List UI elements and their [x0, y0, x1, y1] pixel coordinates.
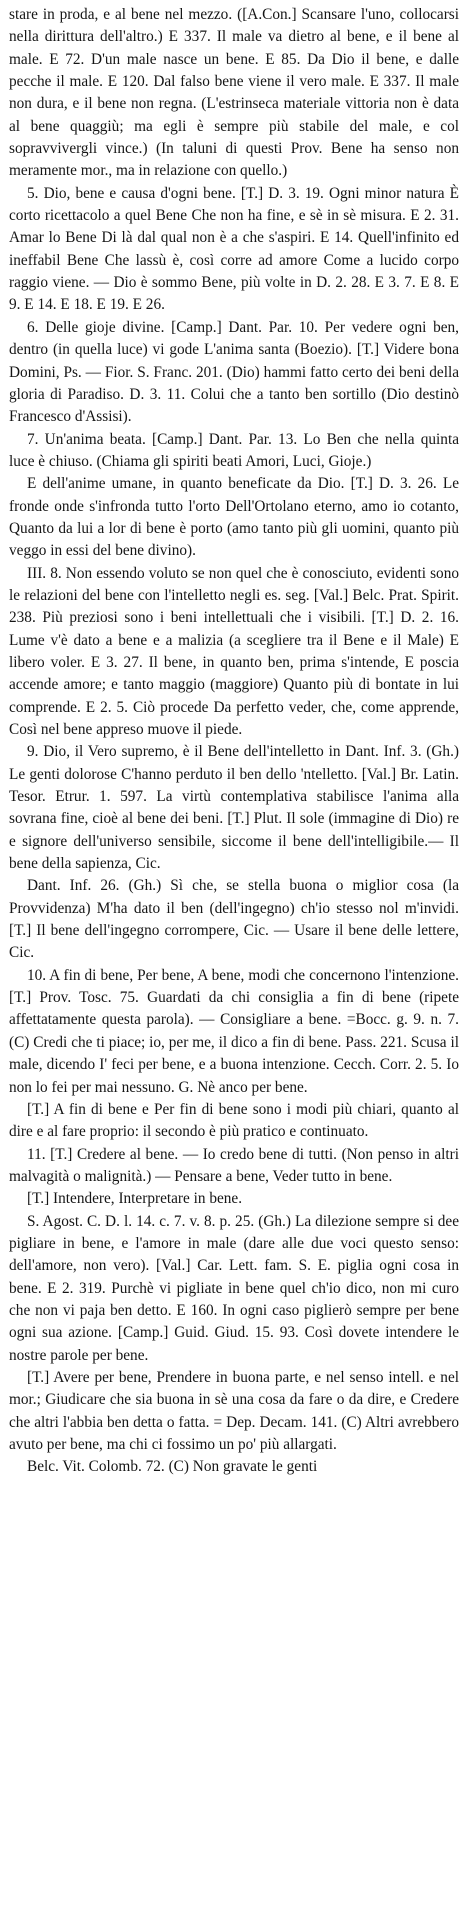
entry-paragraph-sense-7: 7. Un'anima beata. [Camp.] Dant. Par. 13. Lo Ben che nella quinta luce è chiuso. (Chiama gli spiriti beati Amori, Luci, Gioje.)	[9, 430, 459, 470]
entry-paragraph-sense-11-c: [T.] Avere per bene, Prendere in buona parte, e nel senso intell. e nel mor.; Giudicare che sia buona in sè una cosa da fare o da dire, e Credere che altri l'abbia ben detta o fatta. = Dep. Decam. 141. (C) Altri avrebbero avuto per bene, ma chi ci fossimo un po' più allargati.	[9, 1368, 459, 1453]
entry-paragraph-sense-5: 5. Dio, bene e causa d'ogni bene. [T.] D. 3. 19. Ogni minor natura È corto ricettacolo a quel Bene Che non ha fine, e sè in sè misura. E 2. 31. Amar lo Bene Di là dal qual non è a che s'aspiri. E 14. Quell'infinito ed ineffabil Bene Che lassù è, così corre ad amore Come a lucido corpo raggio viene. — Dio è sommo Bene, più volte in D. 2. 28. E 3. 7. E 8. E 9. E 14. E 18. E 19. E 26.	[9, 184, 459, 314]
entry-paragraph-sense-10: 10. A fin di bene, Per bene, A bene, modi che concernono l'intenzione. [T.] Prov. Tosc. 75. Guardati da chi consiglia a fin di bene (ripete affettatamente questa parola). — Consigliare a bene. =Bocc. g. 9. n. 7. (C) Credi che ti piace; io, per me, il dico a fin di bene. Pass. 221. Scusa il male, dicendo I' feci per bene, e a buona intenzione. Cecch. Corr. 2. 5. Io non lo fei per mai nessuno. G. Nè anco per bene.	[9, 966, 459, 1096]
entry-paragraph-sense-11-a: [T.] Intendere, Interpretare in bene.	[27, 1190, 243, 1208]
entry-paragraph-sense-9-cont: Dant. Inf. 26. (Gh.) Sì che, se stella buona o miglior cosa (la Provvidenza) M'ha dato il ben (dell'ingegno) ch'io stesso nol m'invidi. [T.] Il bene dell'ingegno corrompere, Cic. — Usare il bene delle lettere, Cic.	[9, 877, 459, 962]
entry-paragraph-sense-10-note: [T.] A fin di bene e Per fin di bene sono i modi più chiari, quanto al dire e al fare proprio: il secondo è più pratico e continuato.	[9, 1100, 459, 1141]
entry-paragraph-sense-11-d: Belc. Vit. Colomb. 72. (C) Non gravate le genti	[27, 1458, 318, 1476]
entry-paragraph-sense-8: III. 8. Non essendo voluto se non quel che è conosciuto, evidenti sono le relazioni del bene con l'intelletto negli es. seg. [Val.] Belc. Prat. Spirit. 238. Più preziosi sono i beni intellettuali che i visibili. [T.] D. 2. 16. Lume v'è dato a bene e a malizia (a scegliere tra il Bene e il Male) E libero voler. E 3. 27. Il bene, in quanto ben, prima s'intende, E poscia accende amore; e tanto maggio (maggiore) Quanto più di bontate in lui comprende. E 2. 5. Ciò procede Da perfetto veder, che, come apprende, Così nel bene appreso muove il piede.	[9, 564, 459, 738]
entry-paragraph-sense-7-cont: E dell'anime umane, in quanto beneficate da Dio. [T.] D. 3. 26. Le fronde onde s'infronda tutto l'orto Dell'Ortolano eterno, amo io cotanto, Quanto da lui a lor di bene è porto (amo tanto più gli uomini, quanto più veggo in essi del bene divino).	[9, 475, 459, 560]
entry-paragraph-continuation: stare in proda, e al bene nel mezzo. ([A.Con.] Scansare l'uno, collocarsi nella dirittura dell'altro.) E 337. Il male va dietro al bene, e il bene al male. E 72. D'un male nasce un bene. E 85. Da Dio il bene, e dalle pecche il male. E 120. Dal falso bene viene il vero male. E 337. Il male non dura, e il bene non regna. (L'estrinseca materiale vittoria non è data al bene quaggiù; ma egli è sempre più stabile del male, e col sopravvivergli vince.) (In taluni di questi Prov. Bene ha senso non meramente mor., ma in relazione con quello.)	[9, 6, 459, 180]
entry-paragraph-sense-11: 11. [T.] Credere al bene. — Io credo bene di tutti. (Non penso in altri malvagità o malignità.) — Pensare a bene, Veder tutto in bene.	[9, 1145, 459, 1185]
entry-paragraph-sense-9: 9. Dio, il Vero supremo, è il Bene dell'intelletto in Dant. Inf. 3. (Gh.) Le genti dolorose C'hanno perduto il ben dello 'ntelletto. [Val.] Br. Latin. Tesor. Etrur. 1. 597. La virtù contemplativa stabilisce l'anima alla sovrana fine, cioè al bene dei beni. [T.] Plut. Il sole (immagine di Dio) re e signore dell'universo sensibile, siccome il bene dell'intelligibile.— Il bene della sapienza, Cic.	[9, 743, 459, 873]
entry-paragraph-sense-11-b: S. Agost. C. D. l. 14. c. 7. v. 8. p. 25. (Gh.) La dilezione sempre si dee pigliare in bene, e l'amore in male (dare alle due voci questo senso: dell'amore, non vero). [Val.] Car. Lett. fam. S. E. piglia ogni cosa in bene. E 2. 319. Purchè vi pigliate in bene quel ch'io dico, non mi curo che non vi paja ben detto. E 160. In ogni caso piglierò sempre per bene ogni sua azione. [Camp.] Guid. Giud. 15. 93. Così dovete intendere le nostre parole per bene.	[9, 1212, 459, 1364]
entry-paragraph-sense-6: 6. Delle gioje divine. [Camp.] Dant. Par. 10. Per vedere ogni ben, dentro (in quella luce) vi gode L'anima santa (Boezio). [T.] Videre bona Domini, Ps. — Fior. S. Franc. 201. (Dio) hammi fatto certo dei beni della gloria di Paradiso. D. 3. 11. Colui che a tanto ben sortillo (Dio destinò Francesco d'Assisi).	[9, 318, 459, 426]
